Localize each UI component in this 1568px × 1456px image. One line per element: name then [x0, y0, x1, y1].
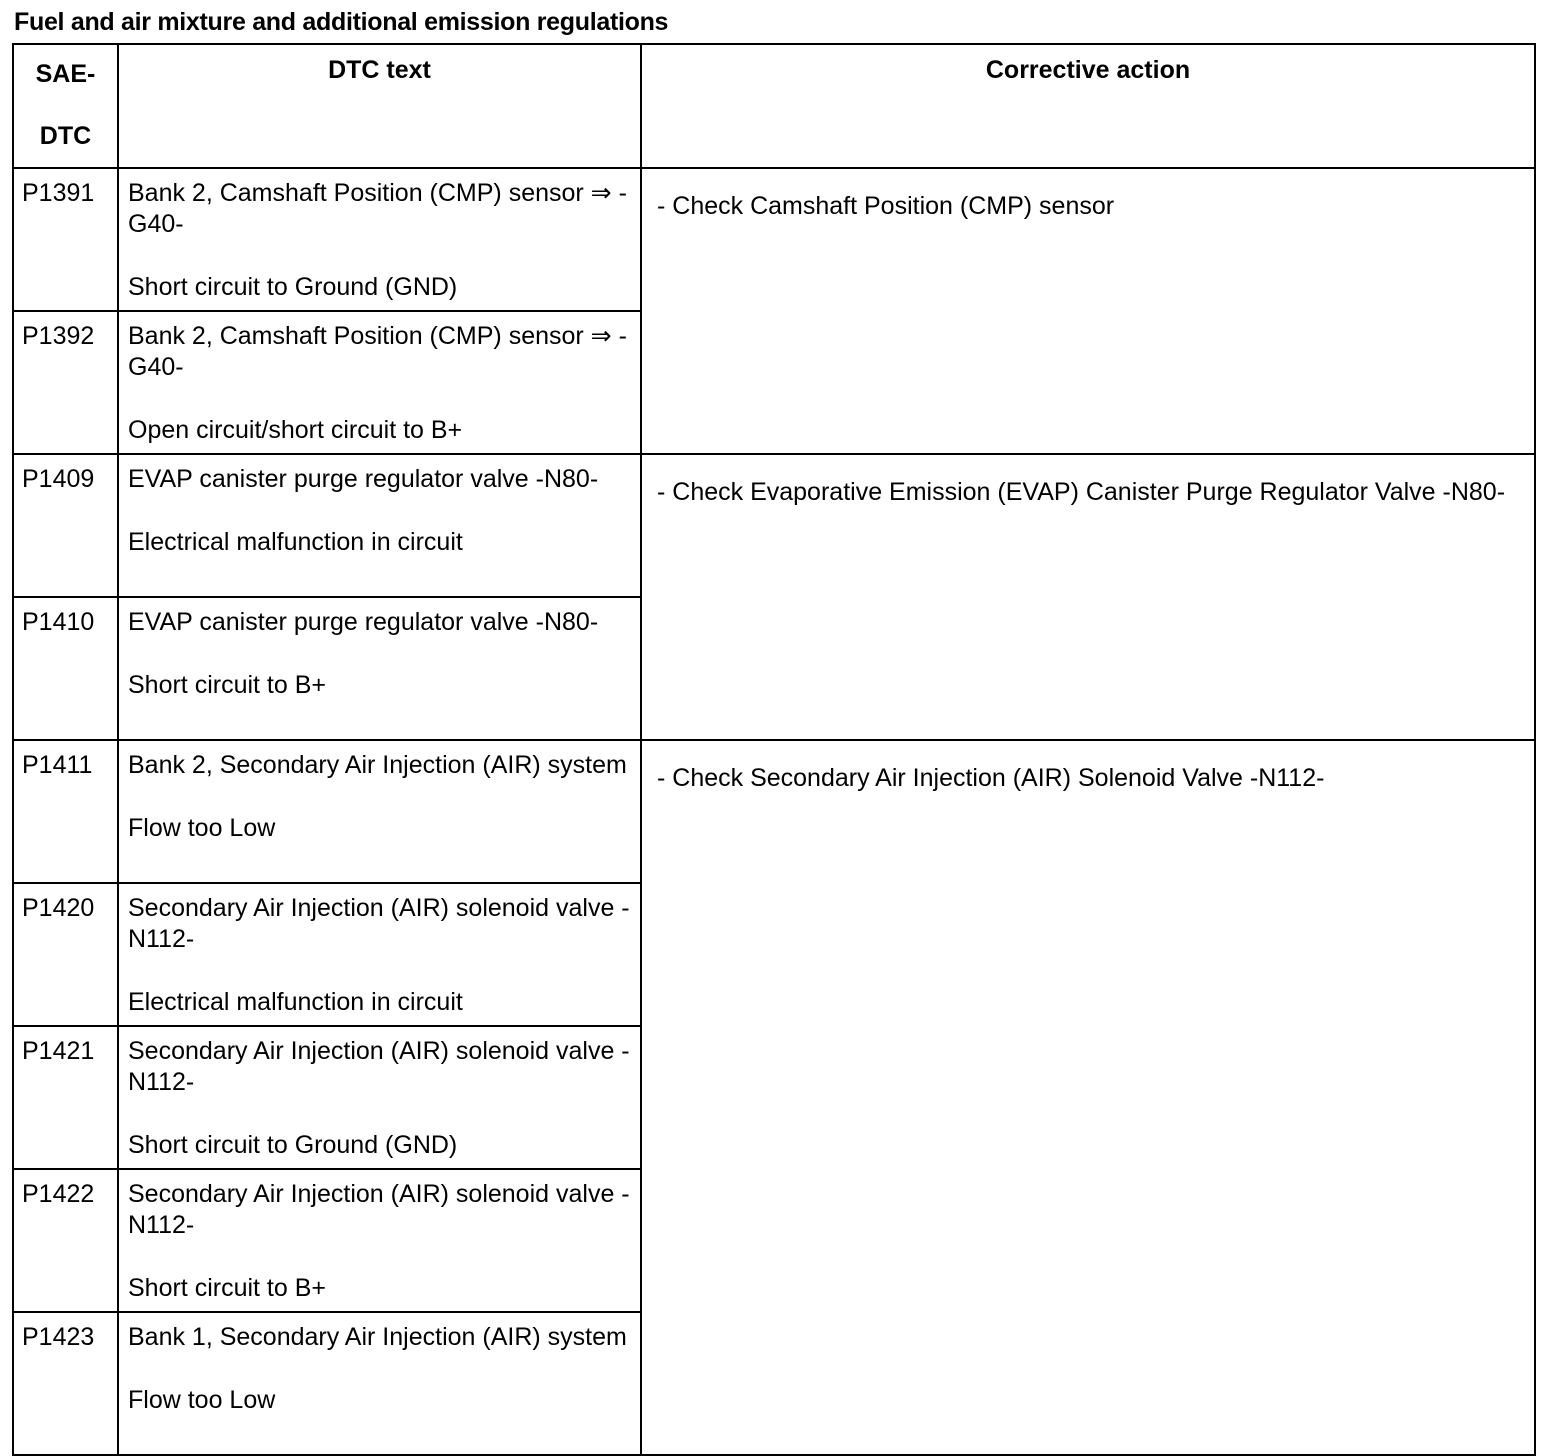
column-header-sae-line1: SAE-	[35, 60, 96, 88]
dtc-fault: Flow too Low	[128, 1386, 276, 1414]
dtc-description: Secondary Air Injection (AIR) solenoid valve -N112-	[128, 1037, 630, 1096]
column-header-sae-dtc	[13, 44, 118, 168]
dtc-text-cell	[118, 883, 641, 1026]
dtc-text-cell	[118, 1026, 641, 1169]
table-row	[13, 168, 1535, 311]
dtc-fault: Flow too Low	[128, 814, 276, 842]
dtc-fault: Short circuit to Ground (GND)	[128, 273, 458, 301]
dtc-code-cell: P1422	[13, 1169, 118, 1312]
dtc-code-cell: P1421	[13, 1026, 118, 1169]
dtc-code-cell: P1411	[13, 740, 118, 883]
dtc-description: Bank 1, Secondary Air Injection (AIR) system	[128, 1323, 627, 1351]
dtc-text-cell	[118, 1169, 641, 1312]
dtc-description: EVAP canister purge regulator valve -N80-	[128, 465, 599, 493]
dtc-code-cell: P1410	[13, 597, 118, 740]
table-header-row	[13, 44, 1535, 168]
dtc-description: Secondary Air Injection (AIR) solenoid valve -N112-	[128, 1180, 630, 1239]
dtc-code-cell: P1409	[13, 454, 118, 597]
dtc-code-cell: P1391	[13, 168, 118, 311]
dtc-description: Bank 2, Secondary Air Injection (AIR) system	[128, 751, 627, 779]
corrective-action-cell: - Check Camshaft Position (CMP) sensor	[641, 168, 1535, 454]
dtc-description: EVAP canister purge regulator valve -N80-	[128, 608, 599, 636]
table-row	[13, 454, 1535, 597]
corrective-action-cell: - Check Evaporative Emission (EVAP) Canister Purge Regulator Valve -N80-	[641, 454, 1535, 740]
column-header-sae-line2: DTC	[39, 122, 92, 150]
table-row	[13, 740, 1535, 883]
dtc-fault: Electrical malfunction in circuit	[128, 988, 463, 1016]
page-title: Fuel and air mixture and additional emission regulations	[14, 8, 669, 36]
dtc-description: Bank 2, Camshaft Position (CMP) sensor ⇒ -G40-	[128, 322, 627, 381]
corrective-action-cell: - Check Secondary Air Injection (AIR) Solenoid Valve -N112-	[641, 740, 1535, 1455]
dtc-fault: Short circuit to B+	[128, 1274, 326, 1302]
dtc-text-cell	[118, 168, 641, 311]
dtc-text-cell	[118, 1312, 641, 1455]
dtc-fault: Short circuit to B+	[128, 671, 326, 699]
dtc-text-cell	[118, 597, 641, 740]
dtc-fault: Electrical malfunction in circuit	[128, 528, 463, 556]
dtc-code-cell: P1420	[13, 883, 118, 1026]
dtc-fault: Short circuit to Ground (GND)	[128, 1131, 458, 1159]
dtc-fault: Open circuit/short circuit to B+	[128, 416, 463, 444]
dtc-text-cell	[118, 311, 641, 454]
dtc-text-cell	[118, 454, 641, 597]
column-header-dtc-text: DTC text	[118, 44, 641, 168]
column-header-corrective-action: Corrective action	[641, 44, 1535, 168]
dtc-table	[12, 43, 1536, 1456]
dtc-code-cell: P1423	[13, 1312, 118, 1455]
dtc-description: Secondary Air Injection (AIR) solenoid valve -N112-	[128, 894, 630, 953]
dtc-text-cell	[118, 740, 641, 883]
dtc-code-cell: P1392	[13, 311, 118, 454]
dtc-description: Bank 2, Camshaft Position (CMP) sensor ⇒ -G40-	[128, 179, 627, 238]
